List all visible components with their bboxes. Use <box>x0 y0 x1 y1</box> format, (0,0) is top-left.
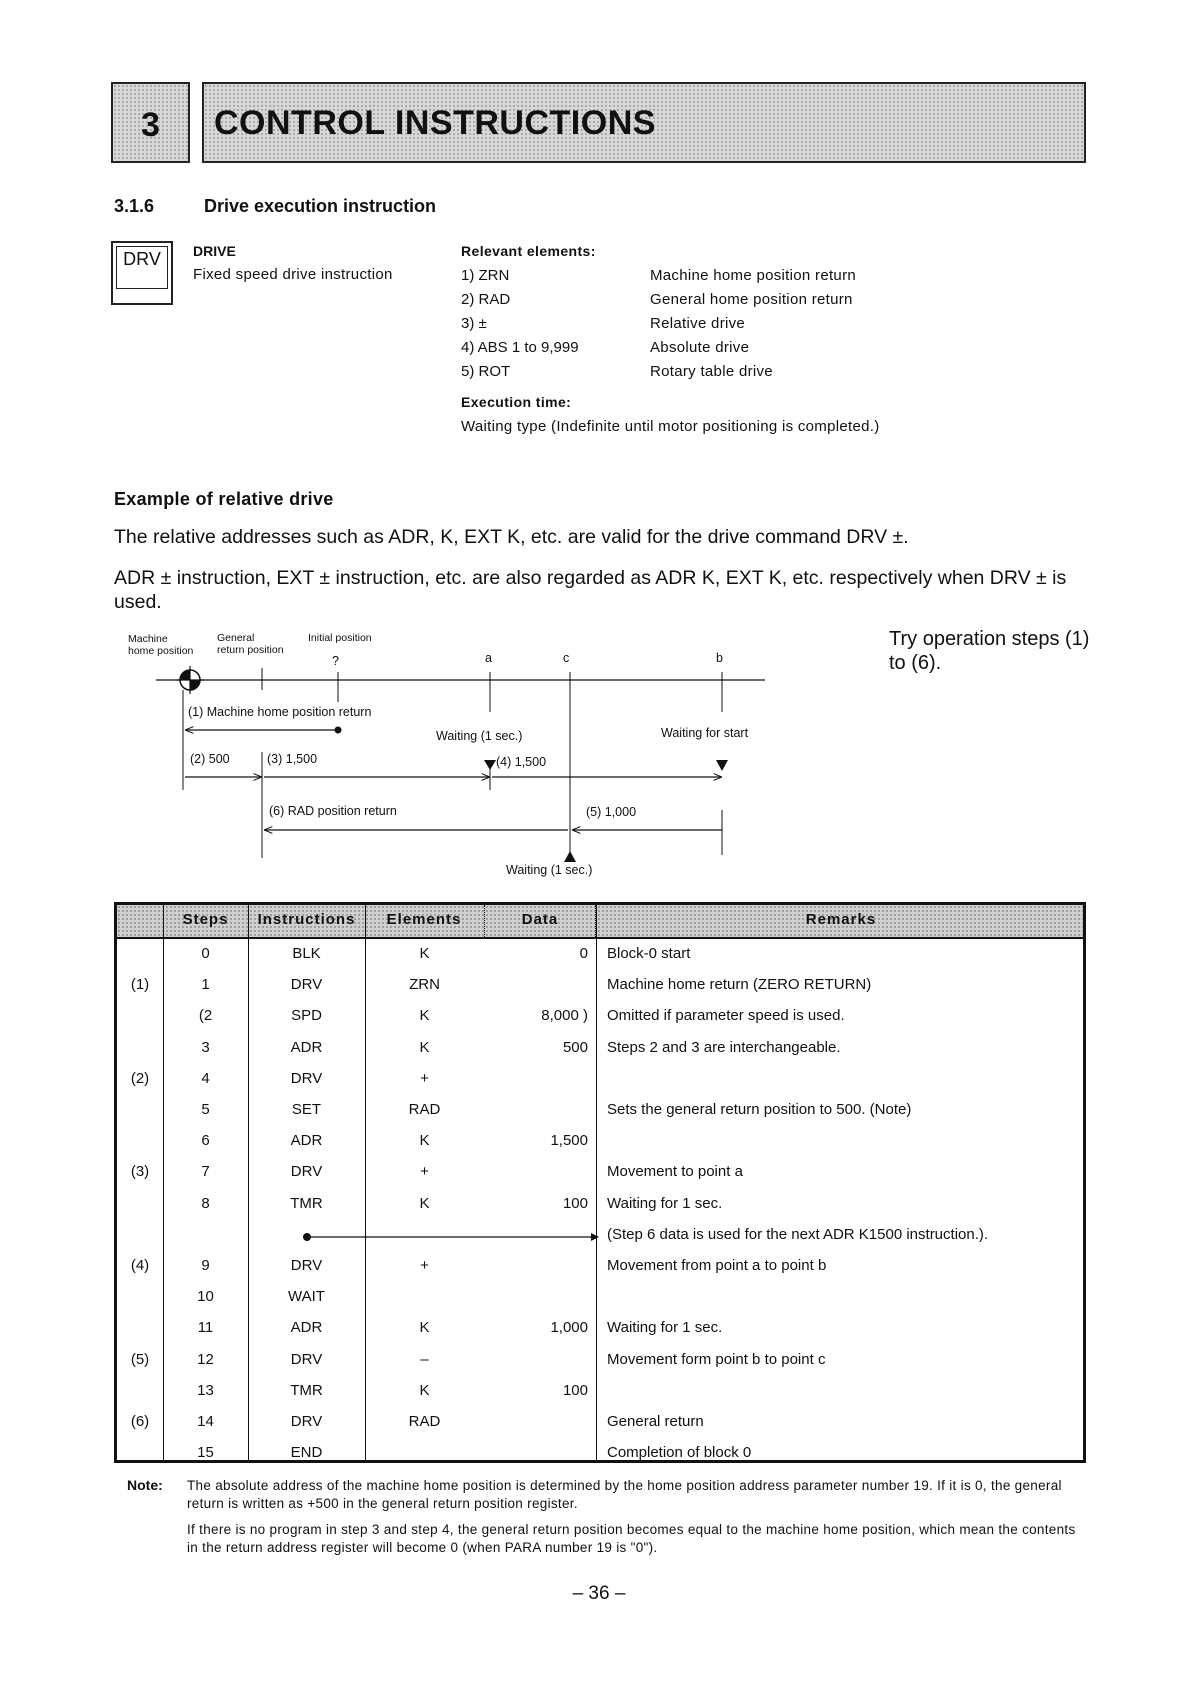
cell-instr: DRV <box>290 1069 323 1087</box>
cell-instr: BLK <box>292 945 321 962</box>
cell-remark: Waiting for 1 sec. <box>607 1194 723 1212</box>
cell-instr: DRV <box>290 1413 323 1430</box>
cell-remark: Movement to point a <box>607 1163 743 1181</box>
cell-elem: ZRN <box>409 976 440 994</box>
execution-time-label: Execution time: <box>461 394 572 410</box>
cell-step: 15 <box>197 1444 214 1462</box>
cell-data: 100 <box>562 1381 588 1399</box>
cell-instr: ADR <box>290 1038 323 1056</box>
cell-step: 0 <box>201 945 210 962</box>
chapter-number: 3 <box>141 106 160 144</box>
example-paragraph-2: ADR ± instruction, EXT ± instruction, etc. are also regarded as ADR K, EXT K, etc. respectively when DRV ± is used. <box>114 567 1067 613</box>
cell-instr: TMR <box>290 1194 323 1212</box>
step4-label: (4) 1,500 <box>496 755 547 769</box>
cell-remark: Steps 2 and 3 are interchangeable. <box>607 1038 841 1056</box>
element-item: 4) ABS 1 to 9,999 <box>461 339 579 356</box>
cell-instr: END <box>290 1444 323 1462</box>
cell-step: 12 <box>197 1350 214 1368</box>
cell-instr: SET <box>291 1101 322 1118</box>
cell-group: (1) <box>130 976 150 994</box>
element-desc: Relative drive <box>650 315 746 332</box>
cell-step: 1 <box>201 976 210 994</box>
cell-elem: K <box>419 1038 430 1056</box>
cell-remark: Waiting for 1 sec. <box>607 1319 723 1337</box>
cell-elem: – <box>420 1350 429 1368</box>
header-instructions: Instructions <box>257 911 356 928</box>
cell-remark: Movement from point a to point b <box>607 1257 827 1274</box>
cell-step: 13 <box>197 1381 214 1399</box>
element-item: 1) ZRN <box>461 267 510 284</box>
header-steps: Steps <box>182 911 229 928</box>
label-machine: Machine <box>128 633 168 645</box>
cell-group: (2) <box>130 1069 150 1087</box>
cell-elem: RAD <box>408 1413 441 1430</box>
cell-step: 5 <box>201 1101 210 1118</box>
step2-label: (2) 500 <box>190 752 230 766</box>
cell-remark: Movement form point b to point c <box>607 1350 826 1368</box>
step5-label: (5) 1,000 <box>586 805 637 819</box>
relevant-elements-label: Relevant elements: <box>461 243 596 259</box>
step3-label: (3) 1,500 <box>267 752 318 766</box>
cell-step: 6 <box>201 1132 210 1150</box>
cell-elem: K <box>419 945 430 962</box>
cell-step: 4 <box>201 1069 210 1087</box>
instruction-description: Fixed speed drive instruction <box>193 266 393 283</box>
cell-remark: Sets the general return position to 500. (Note) <box>607 1101 912 1118</box>
try-operation-note: Try operation steps (1) to (6). <box>889 628 1090 674</box>
cell-instr: TMR <box>290 1381 323 1399</box>
cell-remark: Completion of block 0 <box>607 1444 752 1462</box>
chapter-title: CONTROL INSTRUCTIONS <box>214 104 656 142</box>
element-desc: Absolute drive <box>650 339 750 356</box>
note-label: Note: <box>127 1477 163 1493</box>
home-position-symbol <box>176 666 204 694</box>
label-point-a: a <box>485 651 492 665</box>
step1-label: (1) Machine home position return <box>188 705 372 719</box>
cell-step: 8 <box>201 1194 210 1212</box>
cell-elem: + <box>420 1069 429 1087</box>
cell-instr: ADR <box>290 1319 323 1337</box>
header-elements: Elements <box>386 911 462 928</box>
cell-remark: General return <box>607 1413 704 1430</box>
cell-elem: K <box>419 1381 430 1399</box>
execution-time-text: Waiting type (Indefinite until motor positioning is completed.) <box>461 418 880 435</box>
note-text-2: If there is no program in step 3 and step 4, the general return position becomes equal to the machine home position, which mean the contents in the return address register will become 0 (when PARA number 19 is "0"). <box>187 1522 1076 1555</box>
cell-step: 9 <box>201 1257 210 1274</box>
note-text-1: The absolute address of the machine home position is determined by the home position address parameter number 19. If it is 0, the general return is written as +500 in the general return position register. <box>187 1478 1062 1511</box>
cell-elem: RAD <box>408 1101 441 1118</box>
wait2-label: Waiting (1 sec.) <box>506 863 593 877</box>
cell-instr: DRV <box>290 1350 323 1368</box>
label-point-c: c <box>563 651 570 665</box>
cell-instr: DRV <box>290 976 323 994</box>
cell-data: 500 <box>562 1038 588 1056</box>
cell-instr: SPD <box>291 1007 322 1025</box>
label-question: ? <box>332 654 339 668</box>
cell-step: (2 <box>198 1007 213 1025</box>
cell-step: 7 <box>201 1163 210 1181</box>
cell-data: 0 <box>579 945 588 962</box>
cell-step: 11 <box>197 1319 214 1337</box>
cell-elem: K <box>419 1007 430 1025</box>
cell-step: 14 <box>197 1413 214 1430</box>
label-point-b: b <box>716 651 723 665</box>
step6-label: (6) RAD position return <box>269 804 397 818</box>
example-paragraph-1: The relative addresses such as ADR, K, EXT K, etc. are valid for the drive command DRV ±. <box>114 526 909 548</box>
cell-instr: WAIT <box>288 1288 325 1306</box>
cell-instr: DRV <box>290 1163 323 1181</box>
element-desc: General home position return <box>650 291 853 308</box>
header-data: Data <box>521 911 559 928</box>
label-initial: Initial position <box>308 632 372 644</box>
cell-data: 8,000 ) <box>541 1007 588 1025</box>
cell-step: 10 <box>197 1288 214 1306</box>
cell-group: (4) <box>130 1257 150 1274</box>
example-heading: Example of relative drive <box>114 489 334 509</box>
wait-start-label: Waiting for start <box>661 726 749 740</box>
page-number: – 36 – <box>572 1583 626 1604</box>
cell-elem: K <box>419 1194 430 1212</box>
cell-elem: + <box>420 1257 429 1274</box>
cell-elem: K <box>419 1132 430 1150</box>
cell-data: 100 <box>562 1194 588 1212</box>
section-number: 3.1.6 <box>114 196 155 216</box>
instruction-name: DRIVE <box>193 243 236 259</box>
label-machine-2: home position <box>128 645 194 657</box>
element-item: 5) ROT <box>461 363 511 380</box>
program-table <box>114 902 1086 1463</box>
element-item: 3) ± <box>461 315 487 332</box>
cell-group: (6) <box>130 1413 150 1430</box>
header-remarks: Remarks <box>805 911 877 928</box>
cell-elem: K <box>419 1319 430 1337</box>
cell-elem: + <box>420 1163 429 1181</box>
cell-remark: Block-0 start <box>607 945 691 962</box>
cell-step: 3 <box>201 1038 210 1056</box>
cell-group: (5) <box>130 1350 150 1368</box>
label-general-2: return position <box>217 644 284 656</box>
cell-remark: Machine home return (ZERO RETURN) <box>607 976 872 994</box>
element-item: 2) RAD <box>461 291 511 308</box>
cell-instr: ADR <box>290 1132 323 1150</box>
cell-remark: (Step 6 data is used for the next ADR K1500 instruction.). <box>607 1225 989 1243</box>
mnemonic-label: DRV <box>123 249 161 269</box>
cell-group: (3) <box>130 1163 150 1181</box>
cell-instr: DRV <box>290 1257 323 1274</box>
cell-remark: Omitted if parameter speed is used. <box>607 1007 845 1025</box>
wait1-label: Waiting (1 sec.) <box>436 729 523 743</box>
section-title: Drive execution instruction <box>204 196 437 216</box>
cell-data: 1,500 <box>550 1132 588 1150</box>
cell-data: 1,000 <box>550 1319 588 1337</box>
label-general: General <box>217 632 255 644</box>
element-desc: Machine home position return <box>650 267 857 284</box>
element-desc: Rotary table drive <box>650 363 773 380</box>
